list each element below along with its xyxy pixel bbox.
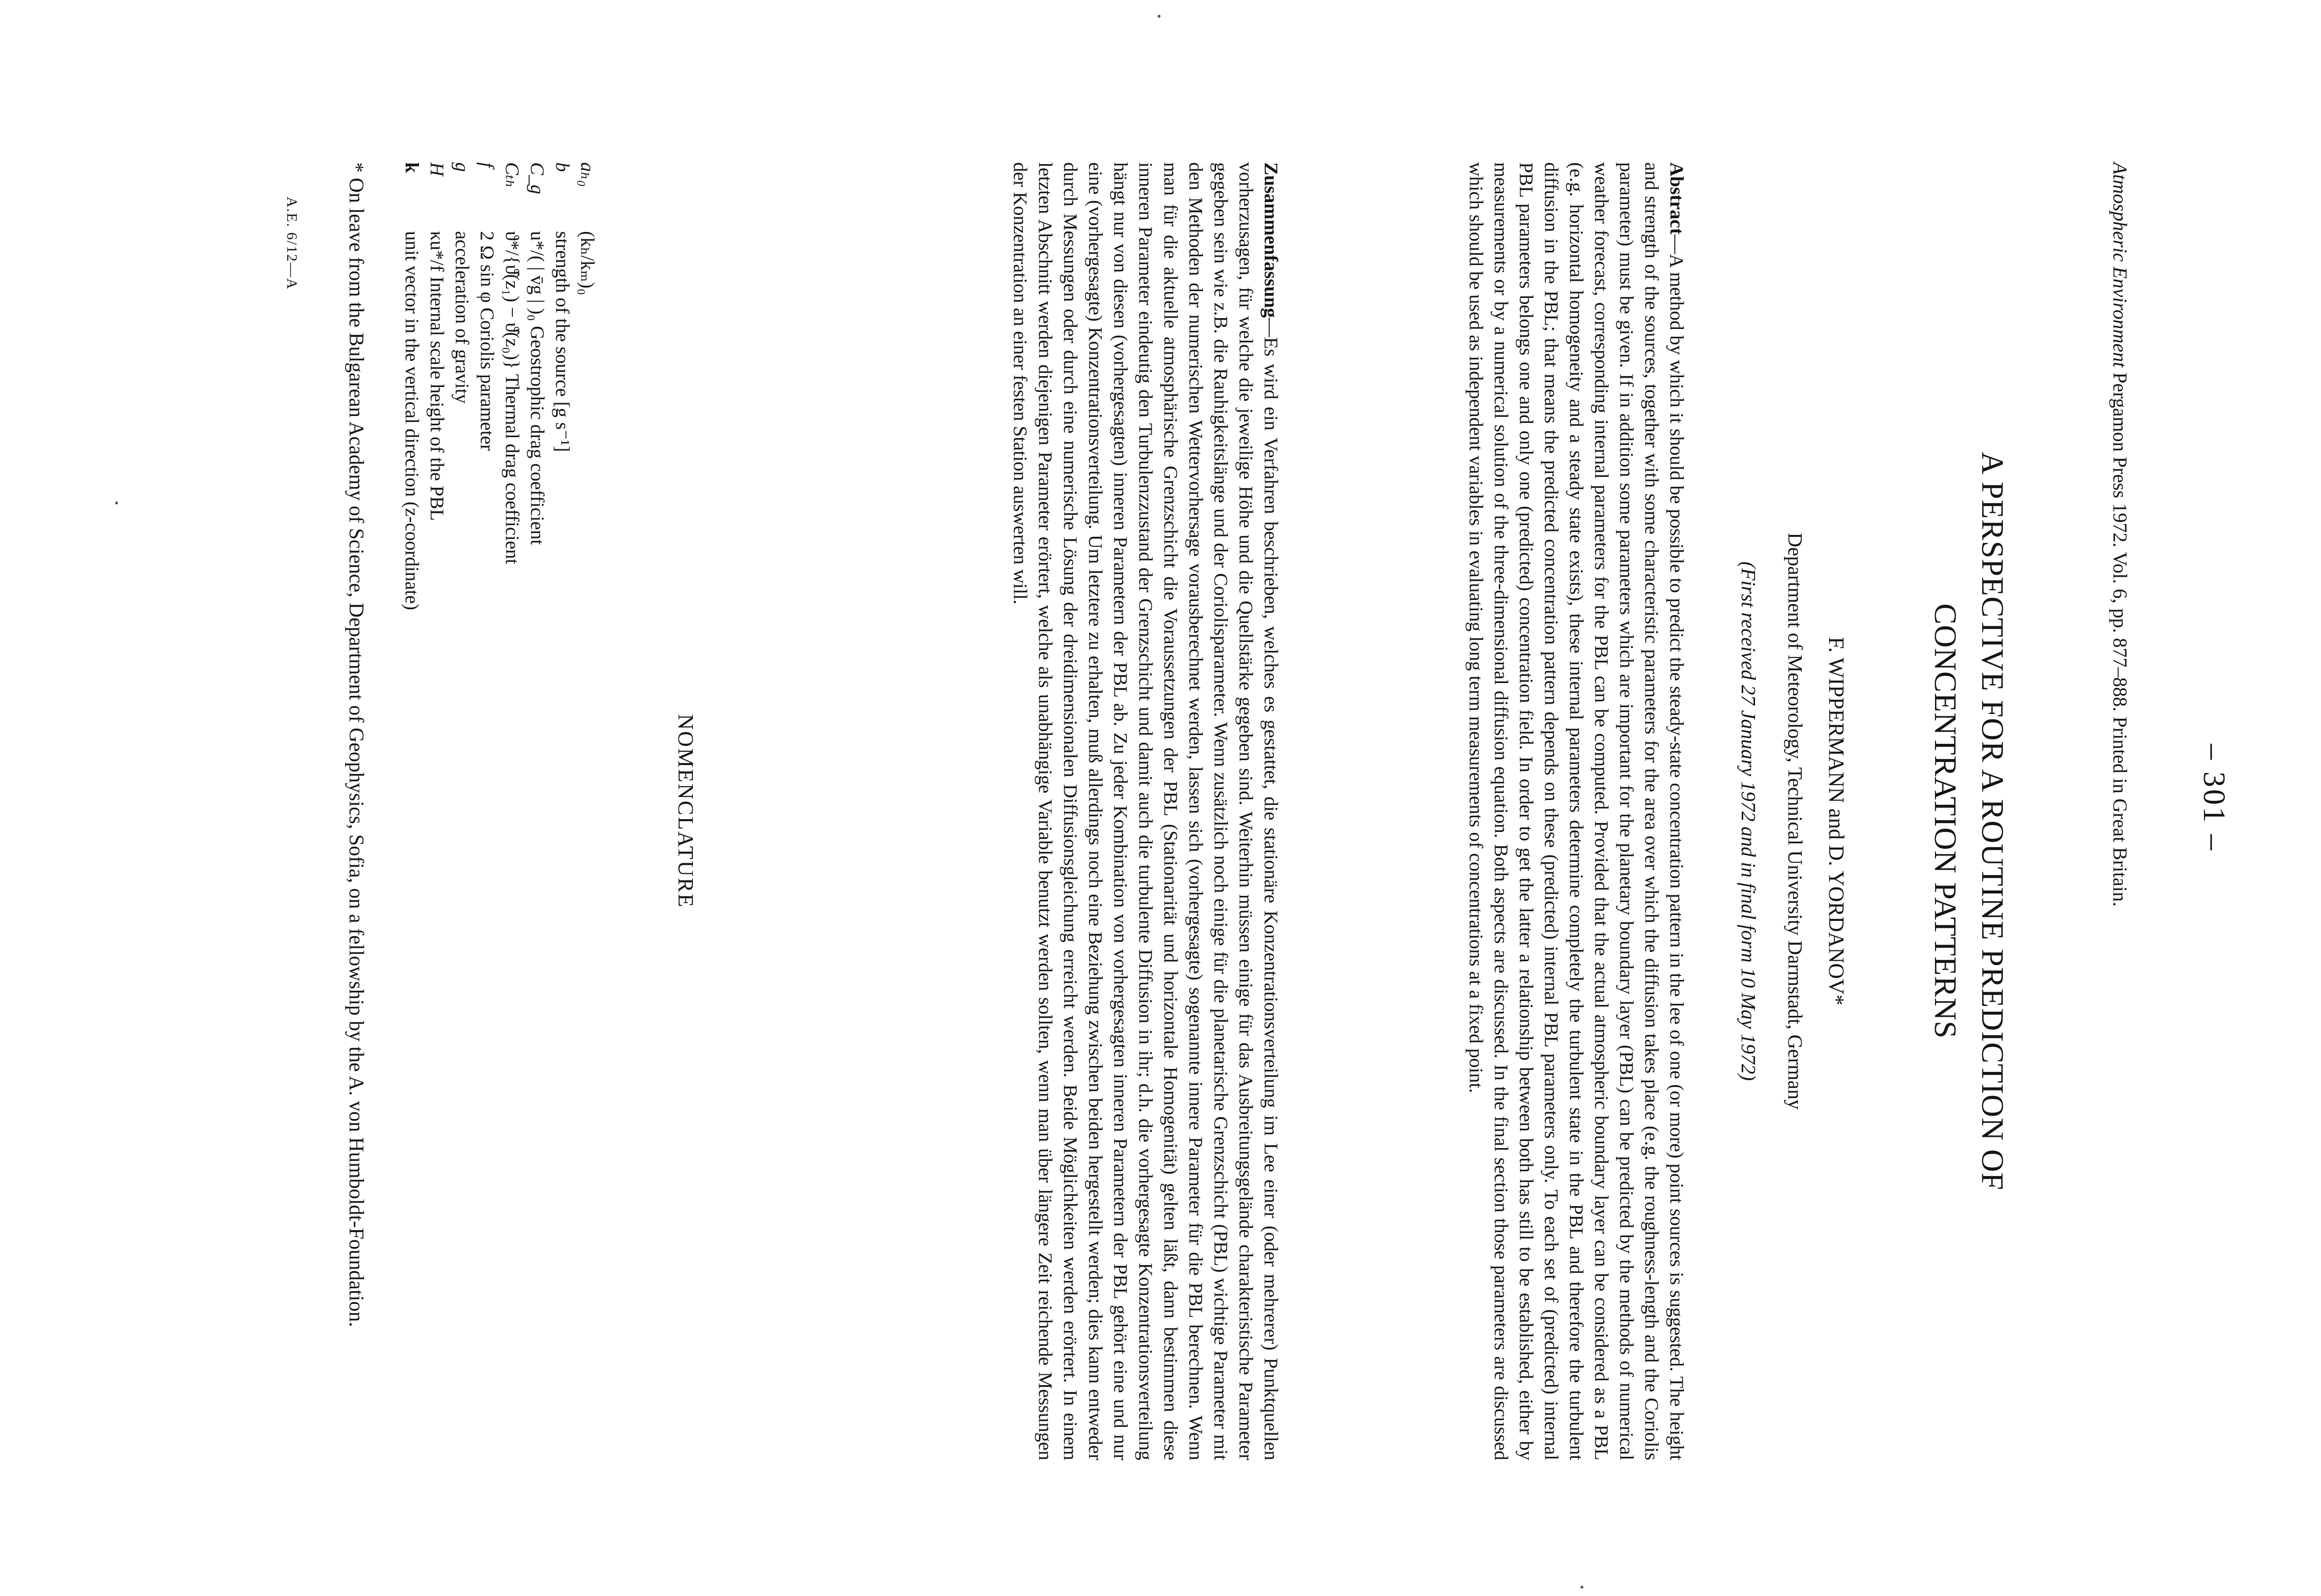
journal-name: Atmospheric Environment	[2109, 162, 2131, 368]
page-code: A.E. 6/12—A	[284, 197, 300, 290]
nomenclature-row	[449, 162, 475, 1460]
nomenclature-symbol: b	[552, 162, 573, 172]
nomenclature-symbol: aₕ₀	[577, 162, 598, 187]
nomenclature-heading: NOMENCLATURE	[674, 714, 698, 909]
scan-speck	[1580, 1586, 1583, 1589]
nomenclature-symbol: k	[401, 162, 422, 173]
nomenclature-symbol: f	[476, 162, 498, 168]
abstract-text: —A method by which it should be possible to predict the steady-state concentration pattern in the lee of one (or more) point sources is suggested. The height and strength of the sources, together with some characteristic parameters for the area over which the diffusion takes place (e.g. the roughness-length and the Coriolis parameter) must be given. If in addition some parameters which are important for the planetary boundary layer (PBL) can be predicted by the methods of numerical weather forecast, corresponding internal parameters for the PBL can be computed. Provided that the actual atmospheric boundary layer can be considered as a PBL (e.g. horizontal homogeneity and a steady state exists), these internal parameters determine completely the turbulent state in the PBL and therefore the turbulent diffusion in the PBL; that means the predicted concentration pattern depends on these (predicted) internal PBL parameters only. To each set of (predicted) internal PBL parameters belongs one and only one (predicted) concentration field. In order to get the latter a relationship between both has still to be established, either by measurements or by a numerical solution of the three-dimensional diffusion equation. Both aspects are discussed. In the final section those parameters are discussed which should be used as independent variables in evaluating long term measurements of concentrations at a fixed point.	[1465, 162, 1688, 1460]
received-dates: (First received 27 January 1972 and in final form 10 May 1972)	[1737, 561, 1760, 1081]
nomenclature-description: ϑ*/{ϑ̂(z₁) − ϑ̂(z₀)} Thermal drag coefficient	[502, 231, 523, 564]
nomenclature-description: strength of the source [g s⁻¹]	[552, 231, 573, 452]
nomenclature-row	[525, 162, 550, 1460]
nomenclature-symbol: C_g	[527, 162, 548, 195]
nomenclature-description: acceleration of gravity	[451, 231, 473, 404]
nomenclature-description: 2 Ω sin φ Coriolis parameter	[476, 231, 498, 451]
nomenclature-row	[500, 162, 525, 1460]
nomenclature-row	[399, 162, 424, 1460]
author-footnote: * On leave from the Bulgarean Academy of Science, Department of Geophysics, Sofia, on a fellowship by the A. von Humboldt-Foundation.	[345, 162, 367, 1327]
nomenclature-symbol: Cₜₕ	[502, 162, 523, 188]
affiliation: Department of Meteorology, Technical University Darmstadt, Germany	[1784, 532, 1807, 1110]
authors: F. WIPPERMANN and D. YORDANOV*	[1824, 637, 1848, 1005]
article-title	[1922, 143, 2016, 1500]
nomenclature-row	[575, 162, 600, 1460]
nomenclature-row	[550, 162, 575, 1460]
scan-speck	[1158, 15, 1160, 18]
nomenclature-description: unit vector in the vertical direction (z-coordinate)	[401, 231, 422, 610]
nomenclature-row	[475, 162, 500, 1460]
nomenclature-description: κu*/f Internal scale height of the PBL	[426, 231, 447, 521]
nomenclature-symbol: g	[451, 162, 473, 172]
abstract	[1463, 162, 1689, 1460]
zusammenfassung	[1008, 162, 1283, 1460]
scan-speck	[115, 502, 118, 504]
nomenclature-row	[424, 162, 449, 1460]
nomenclature-description: (kₕ/kₘ)₀	[577, 231, 598, 296]
nomenclature-list	[399, 162, 600, 1460]
zusammenfassung-text: —Es wird ein Verfahren beschrieben, welches es gestattet, die stationäre Konzentrationsverteilung im Lee einer (oder mehrerer) Punktquellen vorherzusagen, für welche die jeweilige Höhe und die Quellstärke gegeben sind. Weiterhin müssen einige für das Ausbreitungsgelände charakteristische Parameter gegeben sein wie z.B. die Rauhigkeitslänge und der Coriolisparameter. Wenn zusätzlich noch einige für die planetarische Grenzschicht (PBL) wichtige Parameter mit den Methoden der numerischen Wettervorhersage vorausberechnet werden, lassen sich (vorhergesagte) sogenannte innere Parameter für die PBL berechnen. Wenn man für die aktuelle atmosphärische Grenzschicht die Voraussetzungen der PBL (Stationarität und horizontale Homogenität) gelten läßt, dann bestimmen diese inneren Parameter eindeutig den Turbulenzzustand der Grenzschicht und damit auch die turbulente Diffusion in ihr; d.h. die vorhergesagte Konzentrationsverteilung hängt nur von diesen (vorhergesagten) inneren Parametern der PBL ab. Zu jeder Kombination von vorhergesagten inneren Parametern der PBL gehört eine und nur eine (vorhergesagte) Konzentrationsverteilung. Um letztere zu erhalten, muß allerdings noch eine Beziehung zwischen beiden hergestellt werden; dies kann entweder durch Messungen oder durch eine numerische Lösung der dreidimensionalen Diffusionsgleichung erreicht werden. Beide Möglichkeiten werden erörtert. In einem letzten Abschnitt werden diejenigen Parameter erörtert, welche als unabhängige Variable benutzt werden sollten, wenn man über längere Zeit reichende Messungen der Konzentration an einer festen Station auswerten will.	[1010, 162, 1282, 1460]
page-number: – 301 –	[2197, 744, 2232, 852]
zusammenfassung-label: Zusammenfassung	[1260, 162, 1282, 318]
nomenclature-description: u*/( | v̄g | )₀ Geostrophic drag coefficient	[527, 231, 548, 545]
abstract-label: Abstract	[1666, 162, 1688, 235]
nomenclature-symbol: H	[426, 162, 447, 177]
title-line-1: A PERSPECTIVE FOR A ROUTINE PREDICTION OF	[1975, 451, 2010, 1191]
journal-line	[2109, 162, 2132, 1460]
title-line-2: CONCENTRATION PATTERNS	[1928, 603, 1963, 1039]
journal-details: Pergamon Press 1972. Vol. 6, pp. 877–888. Printed in Great Britain.	[2109, 372, 2131, 907]
